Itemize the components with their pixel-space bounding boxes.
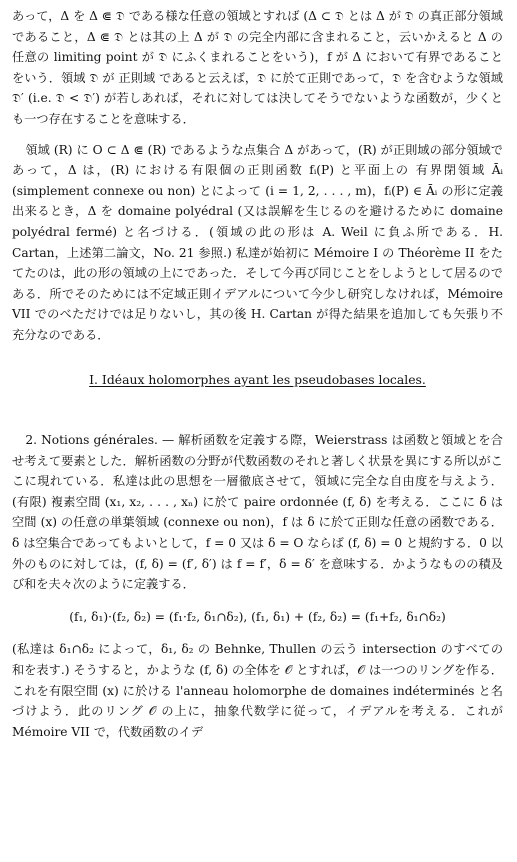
paragraph-2: 領域 (R) に O ⊂ Δ ⋐ (R) であるような点集合 Δ があって，(R) が正則域の部分領域であって，Δ は，(R) における有限個の正則函数 fᵢ(P) と平面上の 有界閉領域 Āᵢ (simplement connexe ou non) とによって (i = 1, 2, . . . , m)，fᵢ(P) ∈ Āᵢ の形に定義出来るとき，Δ を domaine polyédral (又は誤解を生じるのを避けるために domaine polyédral fermé) と名づける．(領域の此の形は A. Weil に負ふ所である．H. Cartan，上述第二論文，No. 21 参照.) 私達が始初に Mémoire I の Théorème II をたてたのは，此の形の領域の上にであった．そして今再び同じことをしようとして居るのである．所でそのためには不定域正則イデアルについて今少し研究しなければ，Mémoire VII でのべただけでは足りないし，其の後 H. Cartan が得た結果を追加しても矢張り不充分なのである． <box>12 142 503 342</box>
paragraph-4: (私達は δ₁∩δ₂ によって，δ₁, δ₂ の Behnke, Thullen の云う intersection のすべての和を表す.) そうすると，かような (f, δ) の全体を 𝒪 とすれば，𝒪 は一つのリングを作る．これを有限空間 (x) に於ける l'anneau holomorphe de domaines indéterminés と名づけよう．此のリング 𝒪 の上に，抽象代数学に従って，イデアルを考える．これが Mémoire VII で，代数函数のイデ <box>12 642 504 739</box>
paragraph-3: 2. Notions générales. — 解析函数を定義する際，Weierstrass は函数と領域とを合せ考えて要素とした．解析函数の分野が代数函数のそれと著しく状景を異にする所以がここに現れている．私達は此の思想を一層徹底させて，領域に完全な自由度を与えよう．(有限) 複素空間 (x₁, x₂, . . . , xₙ) に於て paire ordonnée (f, δ) を考える．ここに δ は 空間 (x) の任意の単葉領域 (connexe ou non)，f は δ に於て正則な任意の函数である．δ は空集合であってもよいとして，f = 0 又は δ = O ならば (f, δ) = 0 と規約する．0 以外のものに対しては，(f, δ) = (f′, δ′) は f = f′，δ = δ′ を意味する．かようなものの積及び和を夫々次のように定義する． <box>12 433 503 592</box>
paragraph-1: あって，Δ を Δ ⋐ 𝔇 である様な任意の領域とすれば (Δ ⊂ 𝔇 とは Δ が 𝔇 の真正部分領域であること，Δ ⋐ 𝔇 とは其の上 Δ が 𝔇 の完全内部に含まれること，云いかえると Δ の任意の limiting point が 𝔇 にふくまれることをいう)，f が Δ において有界であることをいう．領域 𝔇 が 正則域 であると云えば，𝔇 に於て正則であって，𝔇 を含むような領域 𝔇′ (i.e. 𝔇 < 𝔇′) が若しあれば，それに対しては決してそうでないような函数が，少くとも一つ存在することを意味する． <box>12 9 503 126</box>
section-heading <box>12 370 503 391</box>
section-heading-text: I. Idéaux holomorphes ayant les pseudobases locales. <box>89 371 426 387</box>
equation-product-sum: (f₁, δ₁)·(f₂, δ₂) = (f₁·f₂, δ₁∩δ₂), (f₁, δ₁) + (f₂, δ₂) = (f₁+f₂, δ₁∩δ₂) <box>69 609 446 624</box>
